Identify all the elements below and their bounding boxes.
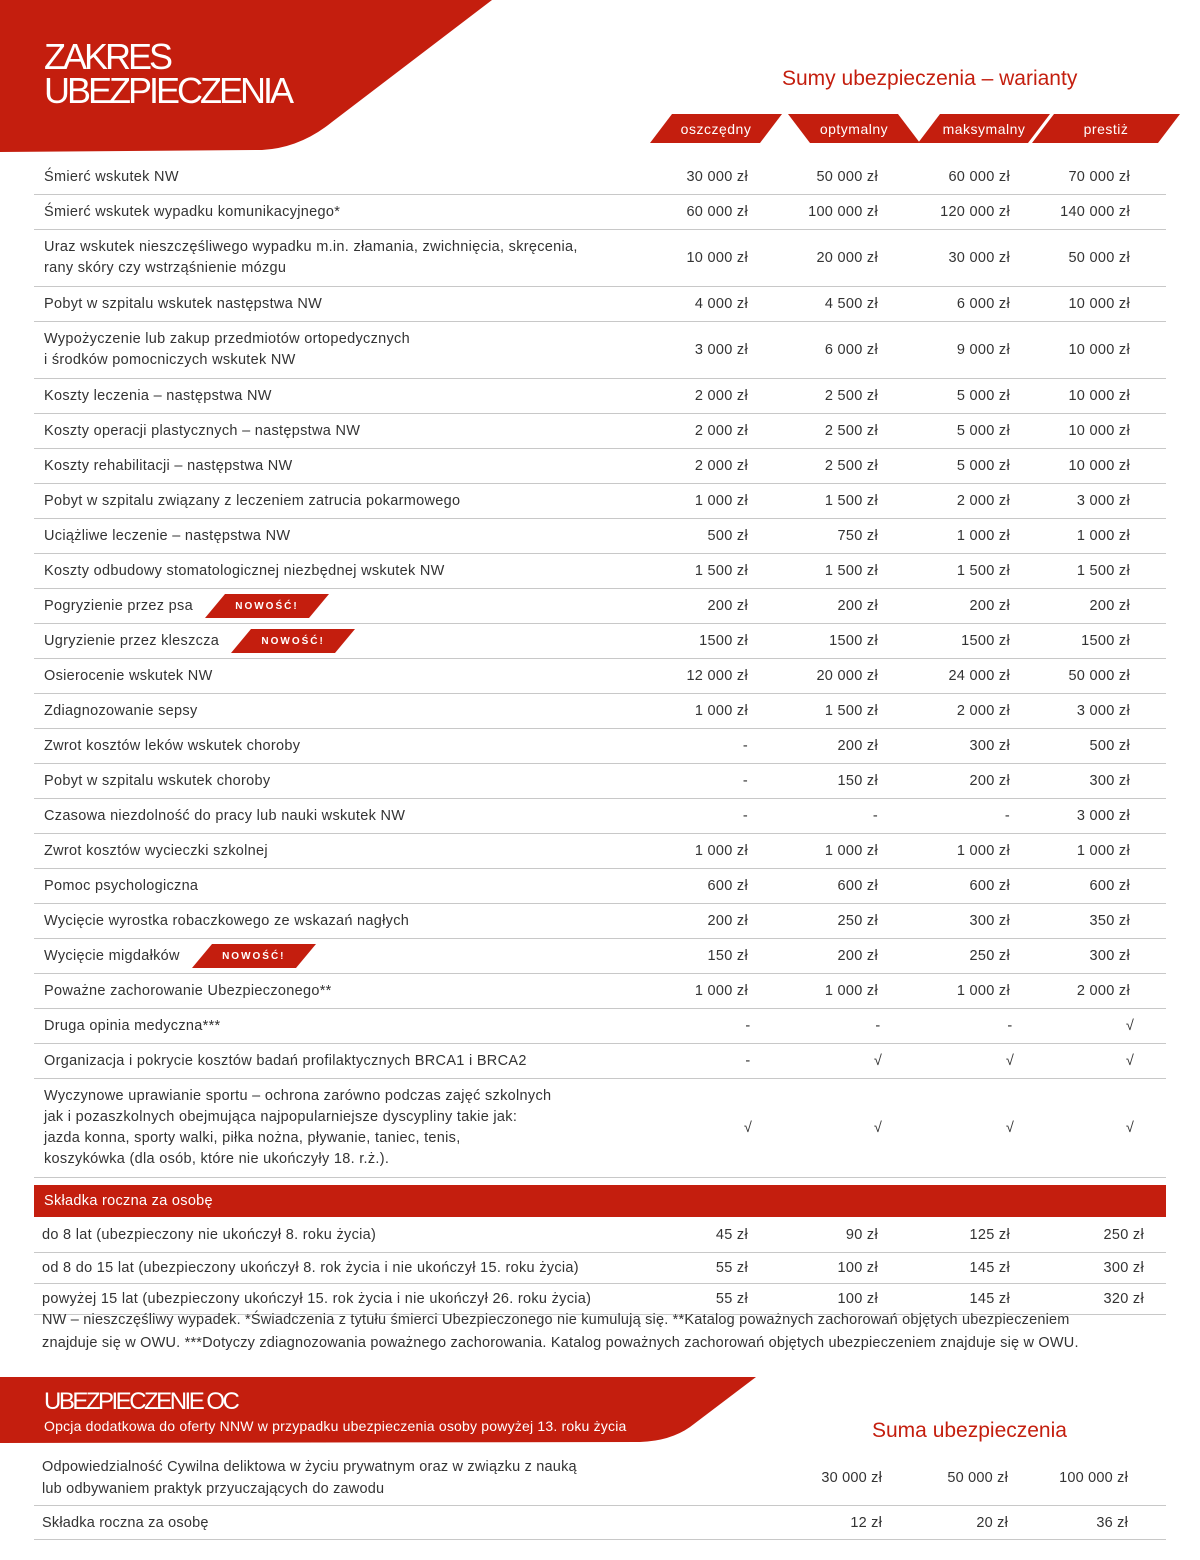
variant-header-4: prestiż xyxy=(1032,114,1180,143)
table-row: Wycięcie migdałków NOWOŚĆ! 150 zł 200 zł 250 zł 300 zł xyxy=(34,939,1166,974)
new-badge: NOWOŚĆ! xyxy=(231,629,355,653)
table-row: Wycięcie wyrostka robaczkowego ze wskazań nagłych 200 zł 250 zł 300 zł 350 zł xyxy=(34,904,1166,939)
table-row: Koszty odbudowy stomatologicznej niezbędnej wskutek NW 1 500 zł 1 500 zł 1 500 zł 1 500 zł xyxy=(34,554,1166,589)
table-row: Zwrot kosztów leków wskutek choroby - 200 zł 300 zł 500 zł xyxy=(34,729,1166,764)
premium-row: powyżej 15 lat (ubezpieczony ukończył 15. rok życia i nie ukończył 26. roku życia) 55 zł 100 zł 145 zł 320 zł xyxy=(34,1284,1166,1315)
table-row: Koszty operacji plastycznych – następstwa NW 2 000 zł 2 500 zł 5 000 zł 10 000 zł xyxy=(34,414,1166,449)
table-row: Pobyt w szpitalu wskutek choroby - 150 zł 200 zł 300 zł xyxy=(34,764,1166,799)
table-row: Uciążliwe leczenie – następstwa NW 500 zł 750 zł 1 000 zł 1 000 zł xyxy=(34,519,1166,554)
premium-row: do 8 lat (ubezpieczony nie ukończył 8. roku życia) 45 zł 90 zł 125 zł 250 zł xyxy=(34,1217,1166,1253)
table-row: Odpowiedzialność Cywilna deliktowa w życiu prywatnym oraz w związku z nauką lub odbywaniem praktyk przyuczających do zawodu 30 000 zł 50 000 zł 100 000 zł xyxy=(34,1450,1166,1506)
oc-sum-title: Suma ubezpieczenia xyxy=(872,1419,1067,1442)
variant-header-2: optymalny xyxy=(788,114,920,143)
table-row: Zwrot kosztów wycieczki szkolnej 1 000 zł 1 000 zł 1 000 zł 1 000 zł xyxy=(34,834,1166,869)
table-row: Wyczynowe uprawianie sportu – ochrona zarówno podczas zajęć szkolnych jak i pozaszkolnych obejmująca najpopularniejsze dyscypliny takie jak: jazda konna, sporty walki, piłka nożna, pływanie, taniec, tenis, koszykówka (dla osób, które nie ukończyły 18. r.ż.). √ √ √ √ xyxy=(34,1079,1166,1178)
table-row: Pobyt w szpitalu związany z leczeniem zatrucia pokarmowego 1 000 zł 1 500 zł 2 000 zł 3 000 zł xyxy=(34,484,1166,519)
table-row: Śmierć wskutek wypadku komunikacyjnego* 60 000 zł 100 000 zł 120 000 zł 140 000 zł xyxy=(34,195,1166,230)
variant-header-1: oszczędny xyxy=(650,114,782,143)
table-row: Koszty rehabilitacji – następstwa NW 2 000 zł 2 500 zł 5 000 zł 10 000 zł xyxy=(34,449,1166,484)
table-row: Organizacja i pokrycie kosztów badań profilaktycznych BRCA1 i BRCA2 - √ √ √ xyxy=(34,1044,1166,1079)
coverage-table xyxy=(34,160,1166,1315)
table-row: Ugryzienie przez kleszcza NOWOŚĆ! 1500 zł 1500 zł 1500 zł 1500 zł xyxy=(34,624,1166,659)
table-row: Czasowa niezdolność do pracy lub nauki wskutek NW - - - 3 000 zł xyxy=(34,799,1166,834)
premium-row: od 8 do 15 lat (ubezpieczony ukończył 8. rok życia i nie ukończył 15. roku życia) 55 zł 100 zł 145 zł 300 zł xyxy=(34,1253,1166,1284)
table-row: Pobyt w szpitalu wskutek następstwa NW 4 000 zł 4 500 zł 6 000 zł 10 000 zł xyxy=(34,287,1166,322)
variant-headers xyxy=(650,114,1190,144)
table-row: Druga opinia medyczna*** - - - √ xyxy=(34,1009,1166,1044)
page-title xyxy=(44,36,292,111)
variant-header-3: maksymalny xyxy=(918,114,1050,143)
table-row: Wypożyczenie lub zakup przedmiotów ortopedycznych i środków pomocniczych wskutek NW 3 000 zł 6 000 zł 9 000 zł 10 000 zł xyxy=(34,322,1166,379)
table-row: Poważne zachorowanie Ubezpieczonego** 1 000 zł 1 000 zł 1 000 zł 2 000 zł xyxy=(34,974,1166,1009)
table-row: Składka roczna za osobę 12 zł 20 zł 36 zł xyxy=(34,1506,1166,1540)
table-row: Koszty leczenia – następstwa NW 2 000 zł 2 500 zł 5 000 zł 10 000 zł xyxy=(34,379,1166,414)
footnote: NW – nieszczęśliwy wypadek. *Świadczenia z tytułu śmierci Ubezpieczonego nie kumulują się. **Katalog poważnych zachorowań objętych ubezpieczeniem znajduje się w OWU. ***Dotyczy zdiagnozowania poważnego zachorowania. Katalog poważnych zachorowań objętych ubezpieczeniem znajduje się w OWU. xyxy=(42,1312,1079,1351)
variants-title: Sumy ubezpieczenia – warianty xyxy=(782,67,1078,90)
page-title-line1: ZAKRES xyxy=(44,36,171,77)
table-row: Uraz wskutek nieszczęśliwego wypadku m.in. złamania, zwichnięcia, skręcenia, rany skóry czy wstrząśnienie mózgu 10 000 zł 20 000 zł 30 000 zł 50 000 zł xyxy=(34,230,1166,287)
oc-title: UBEZPIECZENIE OC xyxy=(44,1388,238,1415)
table-row: Pogryzienie przez psa NOWOŚĆ! 200 zł 200 zł 200 zł 200 zł xyxy=(34,589,1166,624)
table-row: Pomoc psychologiczna 600 zł 600 zł 600 zł 600 zł xyxy=(34,869,1166,904)
oc-subtitle: Opcja dodatkowa do oferty NNW w przypadku ubezpieczenia osoby powyżej 13. roku życia xyxy=(44,1418,627,1434)
table-row: Śmierć wskutek NW 30 000 zł 50 000 zł 60 000 zł 70 000 zł xyxy=(34,160,1166,195)
premium-header: Składka roczna za osobę xyxy=(34,1185,1166,1217)
table-row: Osierocenie wskutek NW 12 000 zł 20 000 zł 24 000 zł 50 000 zł xyxy=(34,659,1166,694)
page-title-line2: UBEZPIECZENIA xyxy=(44,70,292,111)
table-row: Zdiagnozowanie sepsy 1 000 zł 1 500 zł 2 000 zł 3 000 zł xyxy=(34,694,1166,729)
oc-table xyxy=(34,1450,1166,1540)
new-badge: NOWOŚĆ! xyxy=(192,944,316,968)
new-badge: NOWOŚĆ! xyxy=(205,594,329,618)
